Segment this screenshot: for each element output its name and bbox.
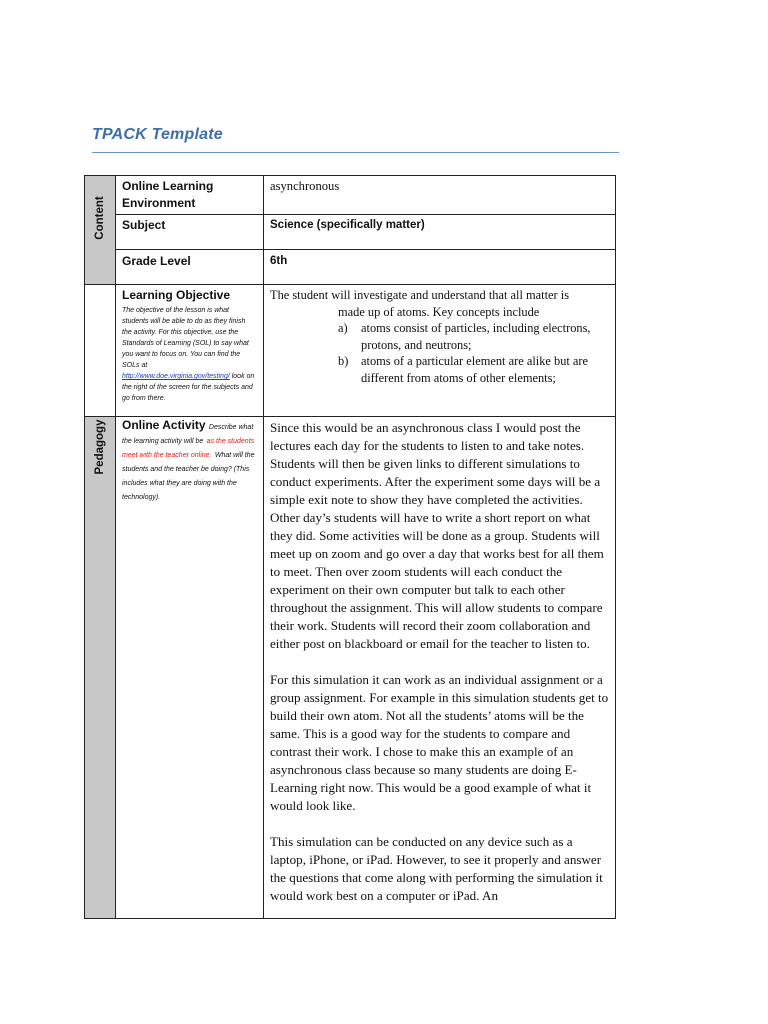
sol-link[interactable]: http://www.doe.virginia.gov/testing/: [122, 373, 230, 380]
tpack-table: [84, 175, 616, 919]
environment-label-cell: [116, 176, 264, 215]
row-online-learning-environment: [85, 176, 616, 215]
objective-concepts-list: [270, 320, 609, 386]
subject-value-cell: [264, 215, 616, 250]
activity-label-cell: [116, 417, 264, 919]
row-learning-objective: [85, 285, 616, 417]
objective-label: Learning Objective: [122, 288, 231, 302]
objective-label-cell: [116, 285, 264, 417]
subject-value: Science (specifically matter): [270, 219, 425, 231]
objective-intro-line1: The student will investigate and understand that all matter is: [270, 288, 570, 302]
objective-note-text: The objective of the lesson is what students will be able to do as they finish the activity. For this objective, use the Standards of Learning (SOL) to say what you want to focus on. You can find the SOLs at: [122, 307, 249, 369]
activity-note-highlight: as the students meet with the teacher online.: [122, 438, 255, 459]
row-online-activity: [85, 417, 616, 919]
row-subject: [85, 215, 616, 250]
activity-paragraph: This simulation can be conducted on any device such as a laptop, iPhone, or iPad. However, to see it properly and answer the questions that come along with performing the simulation it would work best on a computer or iPad. An: [270, 834, 603, 903]
subject-label: Subject: [122, 218, 166, 232]
objective-intro-line2: made up of atoms. Key concepts include: [338, 304, 540, 319]
title-underline: [92, 152, 619, 153]
environment-value-cell: [264, 176, 616, 215]
page-title: TPACK Template: [92, 126, 223, 143]
objective-instructions: [122, 305, 257, 404]
objective-standard: [270, 287, 609, 386]
grade-label-cell: [116, 250, 264, 285]
activity-paragraph: Since this would be an asynchronous class I would post the lectures each day for the students to listen to and take notes. Students will then be given links to different simulations to conduct experiments. After the experiment some days will be a simple exit note to show they have completed the activities. Other day’s students will have to write a short report on what they did. Some activities will be done as a group. Students will meet up on zoom and go over a day that works best for all them to meet. Then over zoom students will each conduct the experiment on their own computer but talk to each other throughout the assignment. This will allow students to compare their work. Students will record their zoom collaboration and either post on blackboard or email for the teacher to listen to.: [270, 420, 604, 651]
activity-label: Online Activity: [122, 418, 206, 432]
list-item: a) atoms consist of particles, including electrons, protons, and neutrons;: [338, 321, 591, 352]
environment-label: Online Learning Environment: [122, 179, 214, 210]
list-item: b) atoms of a particular element are alike but are different from atoms of other elements;: [338, 354, 589, 385]
grade-value-cell: [264, 250, 616, 285]
activity-note-tail: What will the students and the teacher be doing? (This includes what they are doing with the technology).: [122, 452, 255, 501]
objective-side-cell: [85, 285, 116, 417]
objective-note-tail: look on the right of the screen for the subjects and go from there.: [122, 373, 255, 402]
subject-label-cell: [116, 215, 264, 250]
activity-label-block: [122, 419, 257, 503]
activity-paragraph: For this simulation it can work as an individual assignment or a group assignment. For example in this simulation students get to build their own atom. Not all the students’ atoms will be the same. This is a good way for the students to compare and contrast their work. I chose to make this an example of an asynchronous class because so many students are doing E-Learning right now. This would be a good example of what it would look like.: [270, 672, 609, 813]
section-pedagogy-label: Pedagogy: [94, 419, 106, 475]
objective-value-cell: [264, 285, 616, 417]
row-grade-level: [85, 250, 616, 285]
activity-value-cell: [264, 417, 616, 919]
activity-note-text: Describe what the learning activity will be: [122, 424, 254, 445]
grade-label: Grade Level: [122, 254, 191, 268]
section-content-label-cell: [85, 176, 116, 285]
grade-value: 6th: [270, 255, 288, 267]
activity-description: [270, 419, 609, 905]
section-content-label: Content: [94, 196, 106, 240]
section-pedagogy-label-cell: [85, 417, 116, 919]
environment-value: asynchronous: [270, 179, 340, 193]
